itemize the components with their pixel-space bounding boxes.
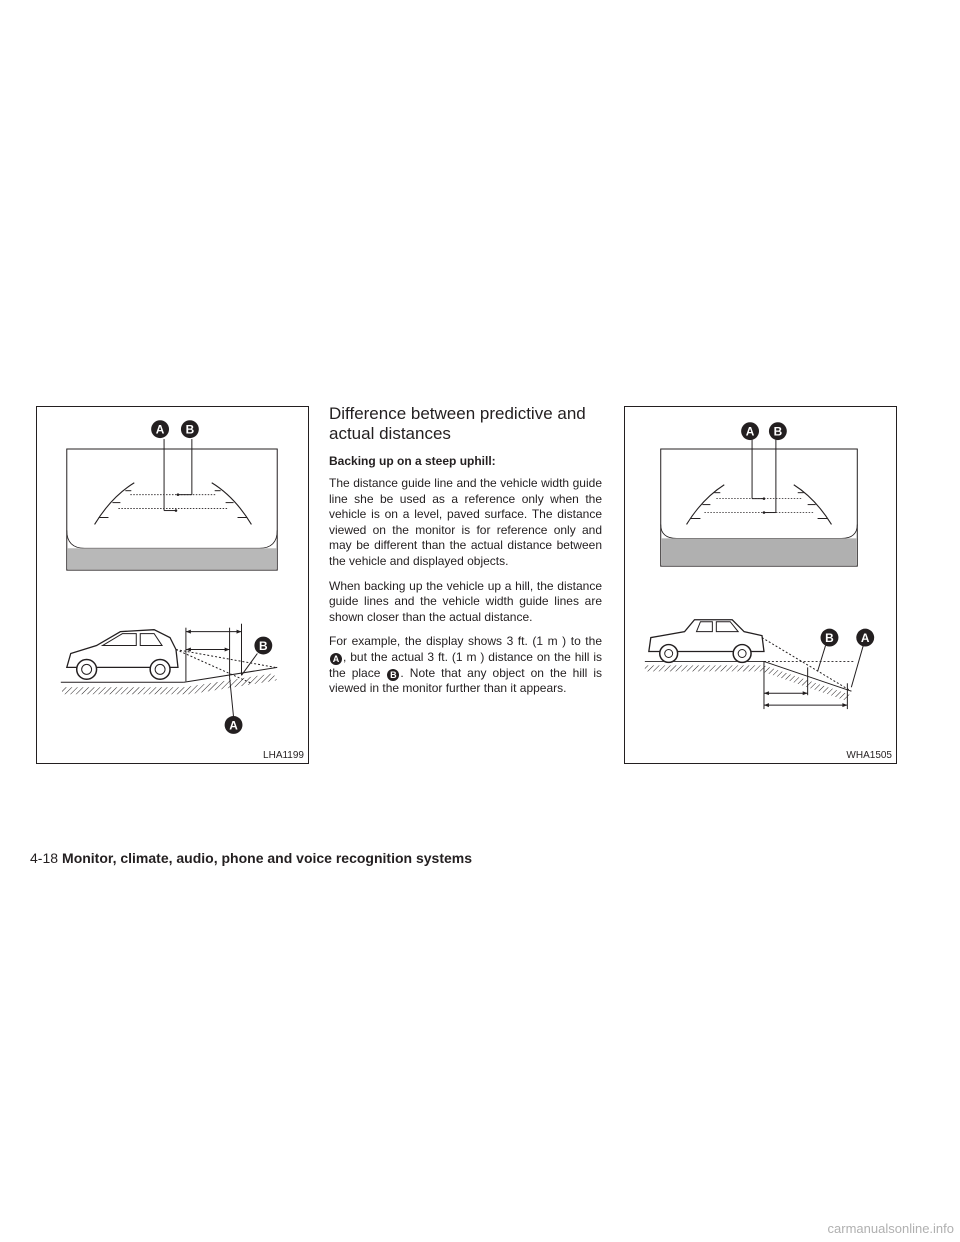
text-column xyxy=(329,404,602,706)
svg-text:B: B xyxy=(259,639,268,654)
figure-suv-uphill xyxy=(36,406,309,764)
figure-code: WHA1505 xyxy=(846,750,892,761)
paragraph-reference-note: The distance guide line and the vehicle width guide line she be used as a reference only when the vehicle is on a level, paved surface. The distance viewed on the monitor is for reference only and may be different than the actual distance between the vehicle and displayed objects. xyxy=(329,476,602,568)
svg-text:B: B xyxy=(185,422,195,437)
svg-text:B: B xyxy=(825,631,834,646)
watermark: carmanualsonline.info xyxy=(827,1221,954,1236)
chapter-title: Monitor, climate, audio, phone and voice recognition systems xyxy=(62,850,472,866)
suv-uphill-diagram xyxy=(37,407,308,763)
sedan-uphill-diagram xyxy=(625,407,896,763)
marker-b: B xyxy=(387,669,399,681)
subheading: Backing up on a steep uphill: xyxy=(329,454,496,468)
page-number: 4-18 xyxy=(30,850,59,866)
svg-text:B: B xyxy=(773,424,783,439)
monitor-bumper-band xyxy=(68,548,276,569)
svg-text:A: A xyxy=(745,424,755,439)
page-footer xyxy=(30,850,472,866)
section-title: Difference between predictive and actual distances xyxy=(329,404,586,443)
svg-text:A: A xyxy=(860,631,870,646)
svg-text:A: A xyxy=(229,718,238,733)
monitor-bumper-band xyxy=(662,538,857,565)
paragraph-example: For example, the display shows 3 ft. (1 m ) to the A , but the actual 3 ft. (1 m ) distance on the hill is the place B . Note that any object on the hill is viewed in the monitor further than it appears. xyxy=(329,634,603,696)
figure-code: LHA1199 xyxy=(263,750,304,761)
marker-a: A xyxy=(330,653,342,665)
svg-text:A: A xyxy=(155,422,165,437)
paragraph-uphill: When backing up the vehicle up a hill, the distance guide lines and the vehicle width guide lines are shown closer than the actual distance. xyxy=(329,578,602,624)
figure-sedan-uphill xyxy=(624,406,897,764)
